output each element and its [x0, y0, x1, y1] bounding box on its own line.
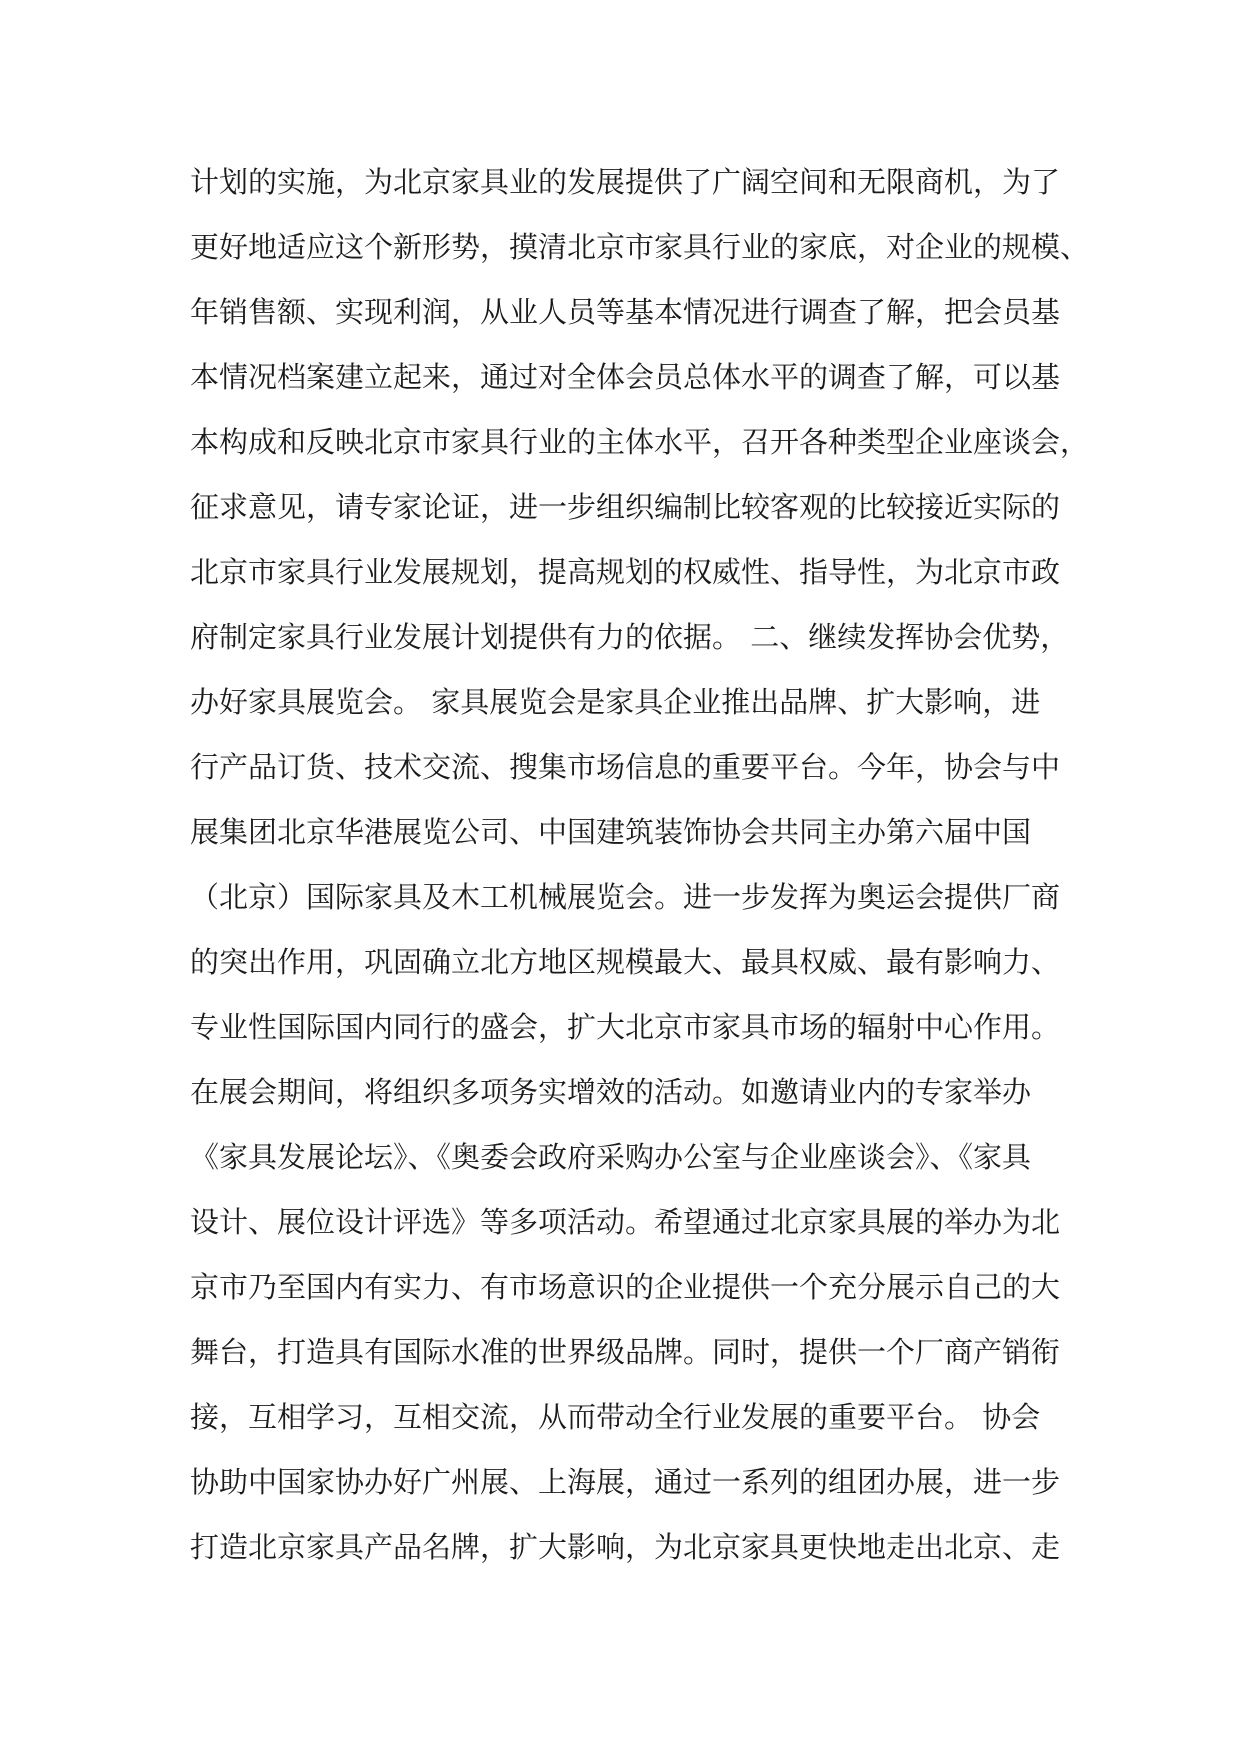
- text-line: 协助中国家协办好广州展、上海展，通过一系列的组团办展，进一步: [190, 1465, 1061, 1499]
- text-line: 本情况档案建立起来，通过对全体会员总体水平的调查了解，可以基: [190, 360, 1061, 394]
- text-line: 办好家具展览会。 家具展览会是家具企业推出品牌、扩大影响，进: [190, 685, 1041, 719]
- text-line: 专业性国际国内同行的盛会，扩大北京市家具市场的辐射中心作用。: [190, 1010, 1061, 1044]
- text-line: 《家具发展论坛》、《奥委会政府采购办公室与企业座谈会》、《家具: [190, 1140, 1032, 1174]
- text-line: 征求意见，请专家论证，进一步组织编制比较客观的比较接近实际的: [190, 490, 1061, 524]
- text-line: 京市乃至国内有实力、有市场意识的企业提供一个充分展示自己的大: [190, 1270, 1061, 1304]
- text-line: 舞台，打造具有国际水准的世界级品牌。同时，提供一个厂商产销衔: [190, 1335, 1061, 1369]
- text-line: 年销售额、实现利润，从业人员等基本情况进行调查了解，把会员基: [190, 295, 1061, 329]
- text-line: 行产品订货、技术交流、搜集市场信息的重要平台。今年，协会与中: [190, 750, 1061, 784]
- text-line: 府制定家具行业发展计划提供有力的依据。 二、继续发挥协会优势，: [190, 620, 1070, 654]
- text-line: （北京）国际家具及木工机械展览会。进一步发挥为奥运会提供厂商: [190, 880, 1061, 914]
- text-line: 的突出作用，巩固确立北方地区规模最大、最具权威、最有影响力、: [190, 945, 1061, 979]
- text-line: 更好地适应这个新形势，摸清北京市家具行业的家底，对企业的规模、: [190, 230, 1090, 264]
- text-line: 打造北京家具产品名牌，扩大影响，为北京家具更快地走出北京、走: [190, 1530, 1061, 1564]
- text-line: 展集团北京华港展览公司、中国建筑装饰协会共同主办第六届中国: [190, 815, 1032, 849]
- text-line: 计划的实施，为北京家具业的发展提供了广阔空间和无限商机，为了: [190, 165, 1061, 199]
- text-line: 接，互相学习，互相交流，从而带动全行业发展的重要平台。 协会: [190, 1400, 1041, 1434]
- text-line: 设计、展位设计评选》等多项活动。希望通过北京家具展的举办为北: [190, 1205, 1061, 1239]
- text-line: 本构成和反映北京市家具行业的主体水平，召开各种类型企业座谈会，: [190, 425, 1090, 459]
- body-text: [190, 150, 1090, 1580]
- text-line: 北京市家具行业发展规划，提高规划的权威性、指导性，为北京市政: [190, 555, 1061, 589]
- text-line: 在展会期间，将组织多项务实增效的活动。如邀请业内的专家举办: [190, 1075, 1032, 1109]
